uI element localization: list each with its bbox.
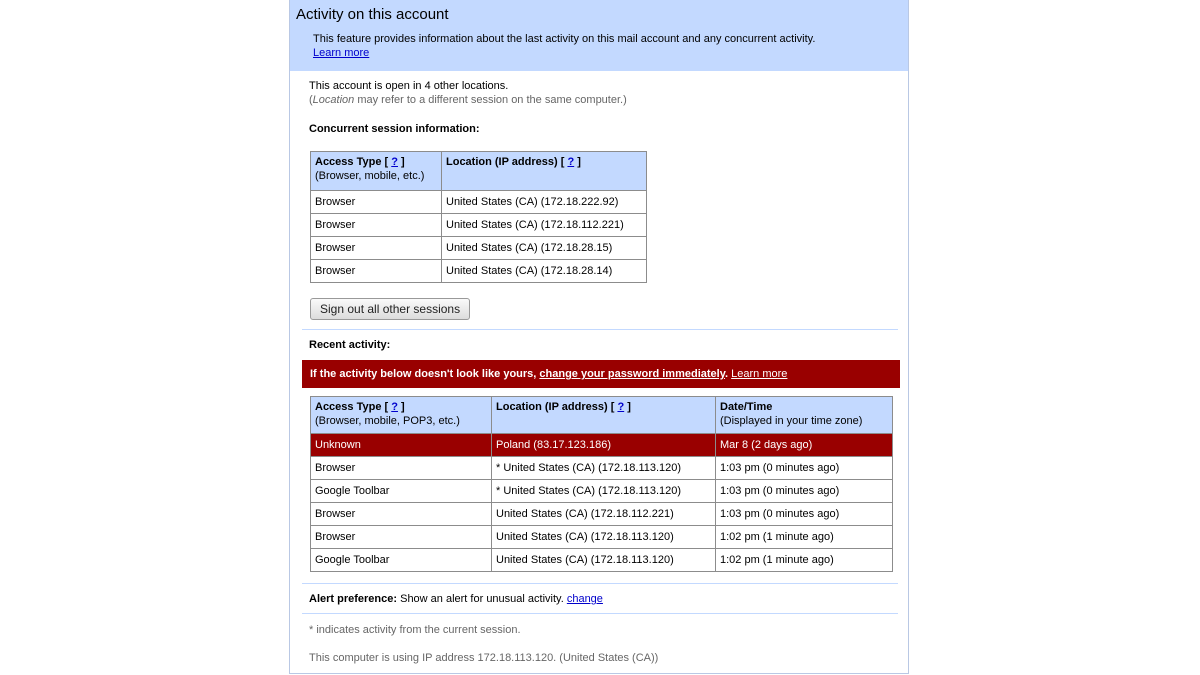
header-bar (290, 0, 908, 71)
date-time-cell: 1:02 pm (1 minute ago) (716, 549, 893, 572)
recent-access-type-help-link[interactable]: ? (391, 401, 398, 413)
divider (302, 613, 898, 614)
col-recent-access-type: Access Type [ ? ] (Browser, mobile, POP3, etc.) (311, 397, 492, 434)
date-time-cell: Mar 8 (2 days ago) (716, 434, 893, 457)
page-title: Activity on this account (296, 6, 449, 23)
table-row (311, 549, 893, 572)
table-row (311, 480, 893, 503)
location-cell: United States (CA) (172.18.28.15) (442, 237, 647, 260)
divider (302, 583, 898, 584)
concurrent-sessions-table (310, 151, 647, 283)
col-access-type: Access Type [ ? ] (Browser, mobile, etc.) (311, 152, 442, 191)
sign-out-all-sessions-button[interactable]: Sign out all other sessions (310, 298, 470, 320)
learn-more-link[interactable]: Learn more (313, 47, 370, 59)
concurrent-heading: Concurrent session information: (309, 123, 480, 135)
table-row (311, 191, 647, 214)
col-date-time-title: Date/Time (720, 401, 773, 413)
col-date-time-sub: (Displayed in your time zone) (720, 415, 863, 427)
description-text: This feature provides information about the last activity on this mail account and any concurrent activity. (313, 33, 816, 45)
concurrent-header-row (311, 152, 647, 191)
alert-preference-label: Alert preference: (309, 593, 398, 605)
recent-activity-table (310, 396, 893, 572)
warning-text: If the activity below doesn't look like yours, (310, 368, 540, 380)
recent-heading: Recent activity: (309, 339, 391, 351)
recent-location-help-link[interactable]: ? (617, 401, 625, 413)
access-type-cell: Google Toolbar (311, 480, 492, 503)
location-cell: United States (CA) (172.18.112.221) (442, 214, 647, 237)
paren-open: ( (309, 94, 313, 106)
table-row (311, 457, 893, 480)
table-row (311, 526, 893, 549)
location-cell: United States (CA) (172.18.113.120) (492, 549, 716, 572)
access-type-cell: Browser (311, 260, 442, 283)
location-cell: United States (CA) (172.18.222.92) (442, 191, 647, 214)
location-cell: Poland (83.17.123.186) (492, 434, 716, 457)
location-note (309, 93, 627, 107)
access-type-cell: Google Toolbar (311, 549, 492, 572)
recent-header-row (311, 397, 893, 434)
col-access-type-title: Access Type (315, 156, 382, 168)
col-recent-location: Location (IP address) [ ? ] (492, 397, 716, 434)
current-session-note: * indicates activity from the current session. (309, 624, 521, 636)
col-recent-access-type-title: Access Type (315, 401, 382, 413)
location-cell: United States (CA) (172.18.113.120) (492, 526, 716, 549)
date-time-cell: 1:03 pm (0 minutes ago) (716, 457, 893, 480)
open-locations-text: This account is open in 4 other locations. (309, 80, 509, 92)
access-type-cell: Browser (311, 214, 442, 237)
date-time-cell: 1:02 pm (1 minute ago) (716, 526, 893, 549)
table-row (311, 214, 647, 237)
date-time-cell: 1:03 pm (0 minutes ago) (716, 480, 893, 503)
change-password-link[interactable]: change your password immediately (539, 368, 726, 380)
col-recent-location-title: Location (IP address) (496, 401, 608, 413)
access-type-help-link[interactable]: ? (391, 156, 398, 168)
ip-address-note: This computer is using IP address 172.18.113.120. (United States (CA)) (309, 652, 659, 664)
location-italic: Location (312, 94, 355, 106)
col-location-title: Location (IP address) (446, 156, 558, 168)
suspicious-activity-row (311, 434, 893, 457)
access-type-cell: Browser (311, 526, 492, 549)
location-cell: * United States (CA) (172.18.113.120) (492, 480, 716, 503)
header-description (313, 32, 893, 60)
col-access-type-sub: (Browser, mobile, etc.) (315, 170, 425, 182)
change-alert-link[interactable]: change (566, 593, 603, 605)
location-cell: * United States (CA) (172.18.113.120) (492, 457, 716, 480)
divider (302, 329, 898, 330)
location-note-rest: may refer to a different session on the same computer.) (354, 94, 627, 106)
security-warning-bar: If the activity below doesn't look like yours, change your password immediately. Learn more (302, 360, 900, 388)
access-type-cell: Browser (311, 457, 492, 480)
alert-preference-text: Show an alert for unusual activity. (397, 593, 567, 605)
access-type-cell: Browser (311, 191, 442, 214)
activity-panel (289, 0, 909, 674)
access-type-cell: Browser (311, 237, 442, 260)
table-row (311, 260, 647, 283)
access-type-cell: Browser (311, 503, 492, 526)
table-row (311, 237, 647, 260)
col-location: Location (IP address) [ ? ] (442, 152, 647, 191)
location-cell: United States (CA) (172.18.112.221) (492, 503, 716, 526)
col-date-time (716, 397, 893, 434)
date-time-cell: 1:03 pm (0 minutes ago) (716, 503, 893, 526)
warning-learn-more-link[interactable]: Learn more (731, 368, 788, 380)
col-recent-access-type-sub: (Browser, mobile, POP3, etc.) (315, 415, 460, 427)
location-help-link[interactable]: ? (567, 156, 575, 168)
alert-preference (309, 592, 603, 606)
table-row (311, 503, 893, 526)
access-type-cell: Unknown (311, 434, 492, 457)
location-cell: United States (CA) (172.18.28.14) (442, 260, 647, 283)
